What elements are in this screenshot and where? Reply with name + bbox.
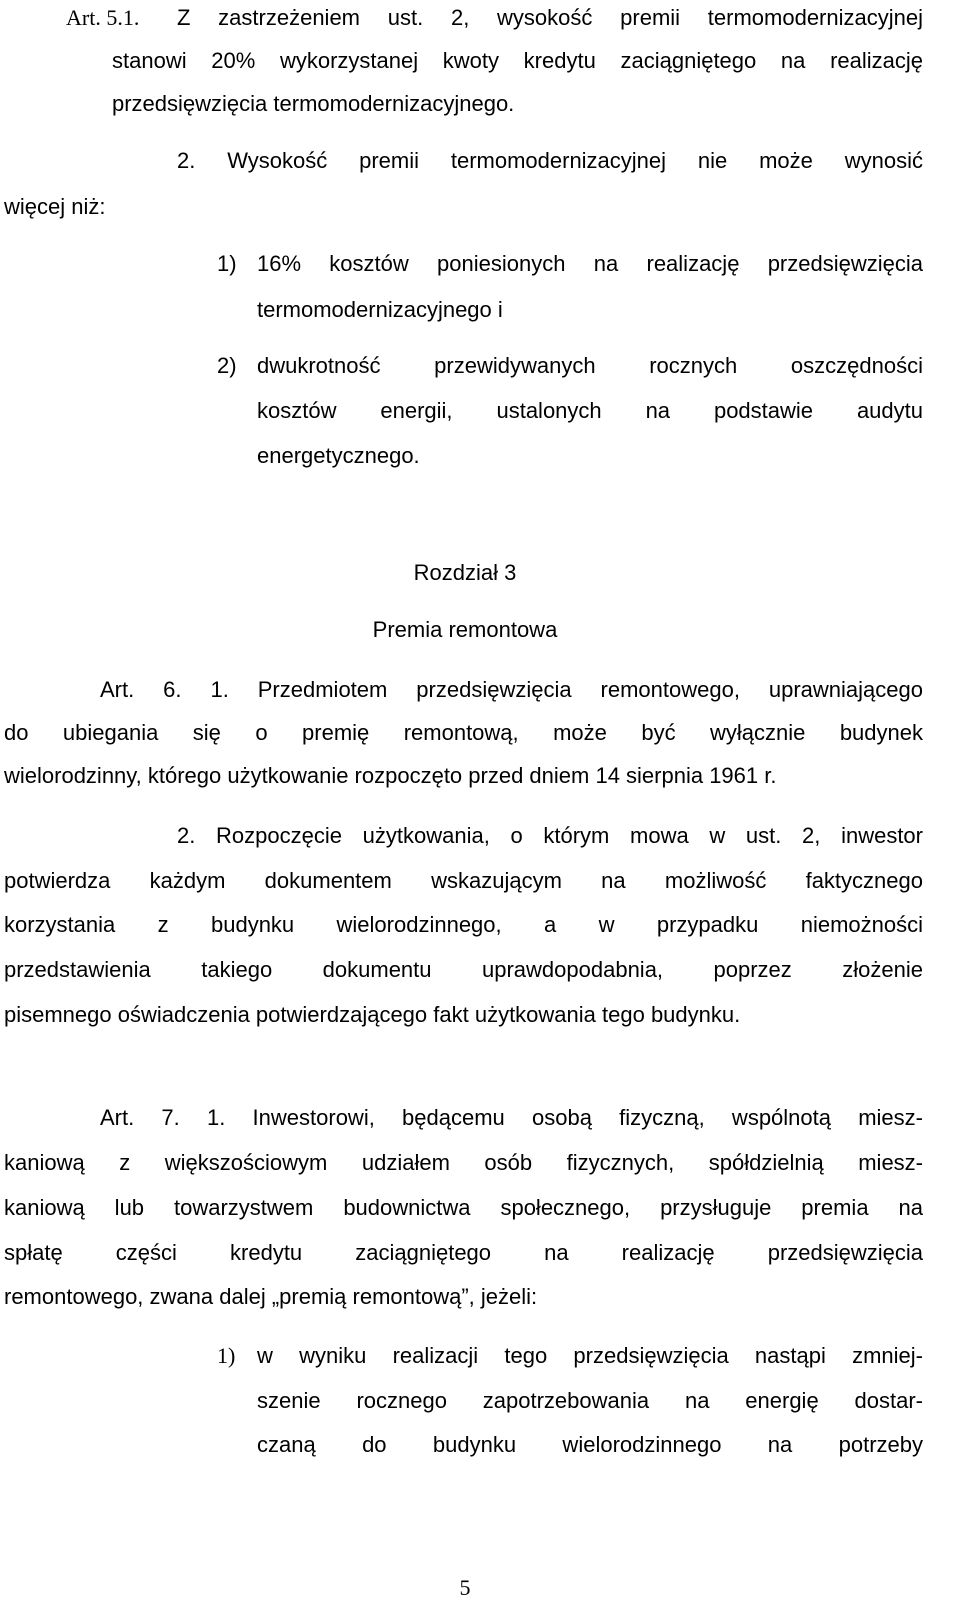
art5-item2-line3: energetycznego. [257,443,420,468]
art6-para1-line3: wielorodzinny, którego użytkowanie rozpoczęto przed dniem 14 sierpnia 1961 r. [4,763,777,788]
art7-item1-line3: czaną do budynku wielorodzinnego na potrzeby [257,1432,923,1457]
art7-para1-line1: Art. 7. 1. Inwestorowi, będącemu osobą fizyczną, wspólnotą miesz- [100,1105,923,1130]
art5-para1-line3: przedsięwzięcia termomodernizacyjnego. [112,91,515,116]
art5-item2-line2: kosztów energii, ustalonych na podstawie audytu [257,398,923,423]
art5-item2-line1: dwukrotność przewidywanych rocznych oszczędności [257,353,923,378]
article-5-number: Art. 5.1. [66,5,140,30]
art5-item1-line2: termomodernizacyjnego i [257,297,503,322]
art5-para2-line2: więcej niż: [4,194,106,219]
art5-item2-number: 2) [217,353,237,378]
art7-item1-number: 1) [217,1343,236,1368]
art5-item1-number: 1) [217,251,237,276]
art5-para1-line1: Z zastrzeżeniem ust. 2, wysokość premii termomodernizacyjnej [177,5,923,30]
art6-para2-line4: przedstawienia takiego dokumentu uprawdopodabnia, poprzez złożenie [4,957,923,982]
art7-para1-line4: spłatę części kredytu zaciągniętego na realizację przedsięwzięcia [4,1240,923,1265]
page-number: 5 [459,1575,471,1600]
art6-para2-line3: korzystania z budynku wielorodzinnego, a w przypadku niemożności [4,912,923,937]
art5-para2-line1: 2. Wysokość premii termomodernizacyjnej nie może wynosić [177,148,923,173]
art7-para1-line5: remontowego, zwana dalej „premią remontową”, jeżeli: [4,1284,538,1309]
art5-para1-line2: stanowi 20% wykorzystanej kwoty kredytu zaciągniętego na realizację [112,48,923,73]
chapter-title: Premia remontowa [372,617,558,642]
chapter-number: Rozdział 3 [413,560,517,585]
art7-item1-line2: szenie rocznego zapotrzebowania na energię dostar- [257,1388,923,1413]
art6-para2-line5: pisemnego oświadczenia potwierdzającego fakt użytkowania tego budynku. [4,1002,741,1027]
art7-para1-line2: kaniową z większościowym udziałem osób fizycznych, spółdzielnią miesz- [4,1150,923,1175]
art6-para1-line1: Art. 6. 1. Przedmiotem przedsięwzięcia remontowego, uprawniającego [100,677,923,702]
art6-para1-line2: do ubiegania się o premię remontową, może być wyłącznie budynek [4,720,923,745]
art7-para1-line3: kaniową lub towarzystwem budownictwa społecznego, przysługuje premia na [4,1195,923,1220]
art7-item1-line1: w wyniku realizacji tego przedsięwzięcia nastąpi zmniej- [257,1343,923,1368]
art6-para2-line1: 2. Rozpoczęcie użytkowania, o którym mowa w ust. 2, inwestor [177,823,923,848]
art6-para2-line2: potwierdza każdym dokumentem wskazującym na możliwość faktycznego [4,868,923,893]
art5-item1-line1: 16% kosztów poniesionych na realizację przedsięwzięcia [257,251,923,276]
